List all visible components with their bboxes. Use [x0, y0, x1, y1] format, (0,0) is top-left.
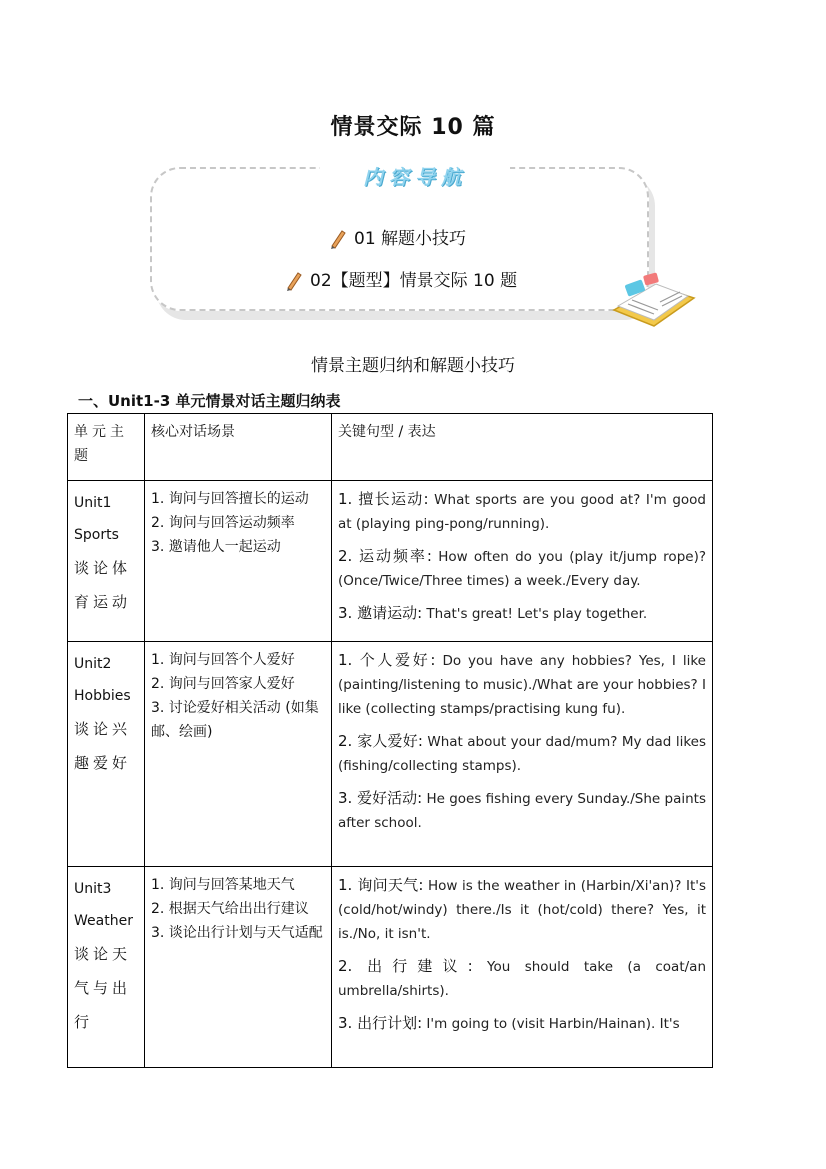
scene-item: 1. 询问与回答某地天气	[151, 877, 295, 893]
scene-cell	[145, 642, 332, 867]
unit-summary-table	[67, 413, 713, 1068]
expression-cell	[332, 481, 713, 642]
book-icon	[608, 268, 698, 332]
page-title: 情景交际 10 篇	[330, 115, 496, 140]
scene-item: 2. 询问与回答家人爱好	[151, 676, 295, 692]
scene-item: 1. 询问与回答个人爱好	[151, 652, 295, 668]
scene-cell	[145, 867, 332, 1068]
expression-item: 1. 个人爱好: Do you have any hobbies? Yes, I like (painting/listening to music)./What are your hobbies? I like (collecting stamps/practising kung fu).	[338, 651, 706, 717]
expression-cell	[332, 642, 713, 867]
expression-item: 3. 邀请运动: That's great! Let's play together.	[338, 604, 648, 622]
unit-cell	[68, 481, 145, 642]
table-row	[68, 867, 713, 1068]
expression-item: 2. 出行建议: You should take (a coat/an umbrella/shirts).	[338, 957, 706, 999]
toc-heading-wrap	[320, 160, 510, 194]
pencil-icon	[328, 228, 348, 250]
header-cell-expression: 关键句型 / 表达	[332, 414, 713, 481]
unit-label: Unit2	[74, 656, 112, 672]
scene-cell	[145, 481, 332, 642]
header-cell-scene: 核心对话场景	[145, 414, 332, 481]
pencil-icon	[284, 270, 304, 292]
toc-item-2[interactable]	[284, 266, 517, 292]
toc-item-2-label: 02【题型】情景交际 10 题	[310, 271, 518, 291]
unit-theme: 谈论兴趣爱好	[74, 720, 132, 772]
unit-cell	[68, 642, 145, 867]
toc-item-1-label: 01 解题小技巧	[354, 229, 467, 249]
expression-item: 1. 擅长运动: What sports are you good at? I'm good at (playing ping-pong/running).	[338, 490, 706, 532]
table-row	[68, 642, 713, 867]
expression-item: 3. 爱好活动: He goes fishing every Sunday./She paints after school.	[338, 789, 706, 831]
scene-item: 2. 询问与回答运动频率	[151, 515, 295, 531]
unit-name: Sports	[74, 527, 119, 543]
unit-cell	[68, 867, 145, 1068]
expression-item: 3. 出行计划: I'm going to (visit Harbin/Hainan). It's	[338, 1014, 680, 1032]
unit-name: Hobbies	[74, 688, 131, 704]
toc-item-1[interactable]	[328, 224, 466, 250]
unit-label: Unit3	[74, 881, 112, 897]
expression-item: 1. 询问天气: How is the weather in (Harbin/Xi'an)? It's (cold/hot/windy) there./Is it (hot/cold) there? Yes, it is./No, it isn't.	[338, 876, 707, 942]
scene-item: 3. 讨论爱好相关活动 (如集邮、绘画)	[151, 700, 319, 740]
unit-theme: 谈论体育运动	[74, 559, 132, 611]
table-row	[68, 481, 713, 642]
unit-label: Unit1	[74, 495, 112, 511]
scene-item: 2. 根据天气给出出行建议	[151, 901, 309, 917]
scene-item: 1. 询问与回答擅长的运动	[151, 491, 309, 507]
scene-item: 3. 邀请他人一起运动	[151, 539, 281, 555]
toc-heading: 内容导航	[363, 165, 467, 189]
scene-item: 3. 谈论出行计划与天气适配	[151, 925, 323, 941]
header-cell-unit: 单元主题	[68, 414, 145, 481]
expression-item: 2. 运动频率: How often do you (play it/jump rope)? (Once/Twice/Three times) a week./Every day.	[338, 547, 706, 589]
unit-theme: 谈论天气与出行	[74, 945, 132, 1031]
expression-cell	[332, 867, 713, 1068]
subtitle: 情景主题归纳和解题小技巧	[311, 356, 515, 376]
section-heading: 一、Unit1-3 单元情景对话主题归纳表	[78, 392, 341, 410]
table-header-row	[68, 414, 713, 481]
expression-item: 2. 家人爱好: What about your dad/mum? My dad likes (fishing/collecting stamps).	[338, 732, 706, 774]
unit-name: Weather	[74, 913, 133, 929]
